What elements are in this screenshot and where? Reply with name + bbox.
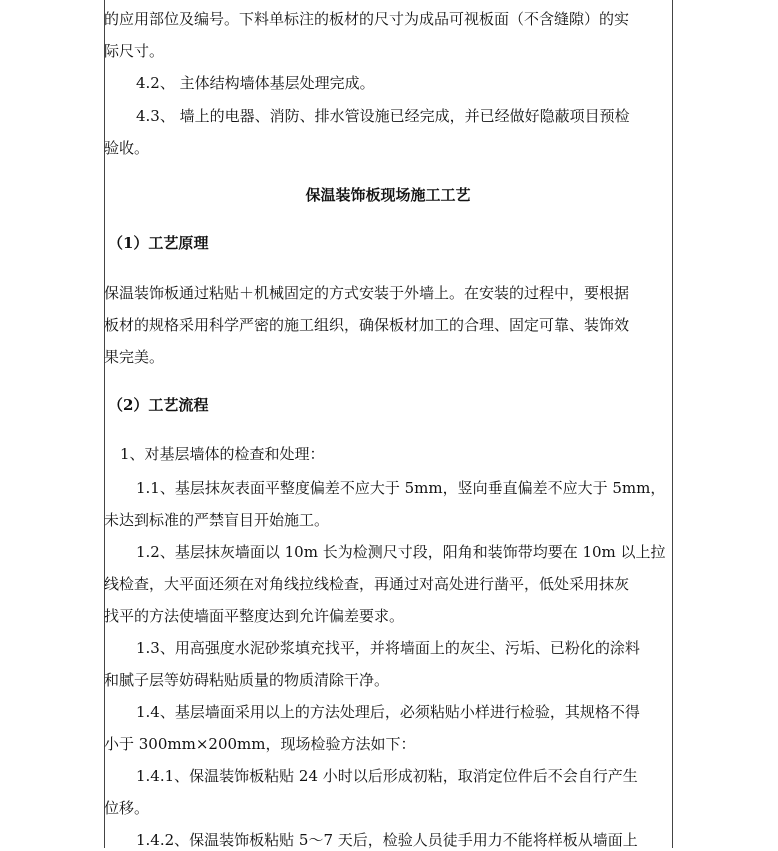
paragraph-line: 保温装饰板通过粘贴＋机械固定的方式安装于外墙上。在安装的过程中，要根据 [104,284,630,302]
paragraph-line: 1.4.1、保温装饰板粘贴 24 小时以后形成初粘，取消定位件后不会自行产生 [136,767,638,785]
paragraph-line: 1.2、基层抹灰墙面以 10m 长为检测尺寸段，阳角和装饰带均要在 10m 以上拉 [136,543,666,561]
paragraph-line: 的应用部位及编号。下料单标注的板材的尺寸为成品可视板面（不含缝隙）的实 [104,10,630,28]
paragraph-line: 1.3、用高强度水泥砂浆填充找平，并将墙面上的灰尘、污垢、已粉化的涂料 [136,639,640,657]
paragraph-line: 线检查，大平面还须在对角线拉线检查，再通过对高处进行凿平，低处采用抹灰 [104,575,630,593]
paragraph-line: 1.4.2、保温装饰板粘贴 5～7 天后，检验人员徒手用力不能将样板从墙面上 [136,831,638,849]
paragraph-line: 1.1、基层抹灰表面平整度偏差不应大于 5mm，竖向垂直偏差不应大于 5mm， [136,479,666,497]
paragraph-line: 小于 300mm×200mm，现场检验方法如下： [104,735,416,753]
left-border-line [104,0,105,848]
paragraph-line: 板材的规格采用科学严密的施工组织，确保板材加工的合理、固定可靠、装饰效 [104,316,630,334]
paragraph-line: 找平的方法使墙面平整度达到允许偏差要求。 [104,607,405,625]
paragraph-line: 4.2、 主体结构墙体基层处理完成。 [136,74,375,92]
paragraph-line: 果完美。 [104,348,165,366]
paragraph-line: 1.4、基层墙面采用以上的方法处理后，必须粘贴小样进行检验，其规格不得 [136,703,640,721]
subsection-heading: （1）工艺原理 [108,234,209,252]
right-border-line [672,0,673,848]
paragraph-line: 际尺寸。 [104,42,165,60]
paragraph-line: 1、对基层墙体的检查和处理： [120,445,325,463]
paragraph-line: 未达到标准的严禁盲目开始施工。 [104,511,330,529]
paragraph-line: 4.3、 墙上的电器、消防、排水管设施已经完成，并已经做好隐蔽项目预检 [136,107,630,125]
paragraph-line: 和腻子层等妨碍粘贴质量的物质清除干净。 [104,671,390,689]
section-title: 保温装饰板现场施工工艺 [305,186,471,204]
subsection-heading: （2）工艺流程 [108,396,209,414]
paragraph-line: 位移。 [104,799,150,817]
paragraph-line: 验收。 [104,139,150,157]
